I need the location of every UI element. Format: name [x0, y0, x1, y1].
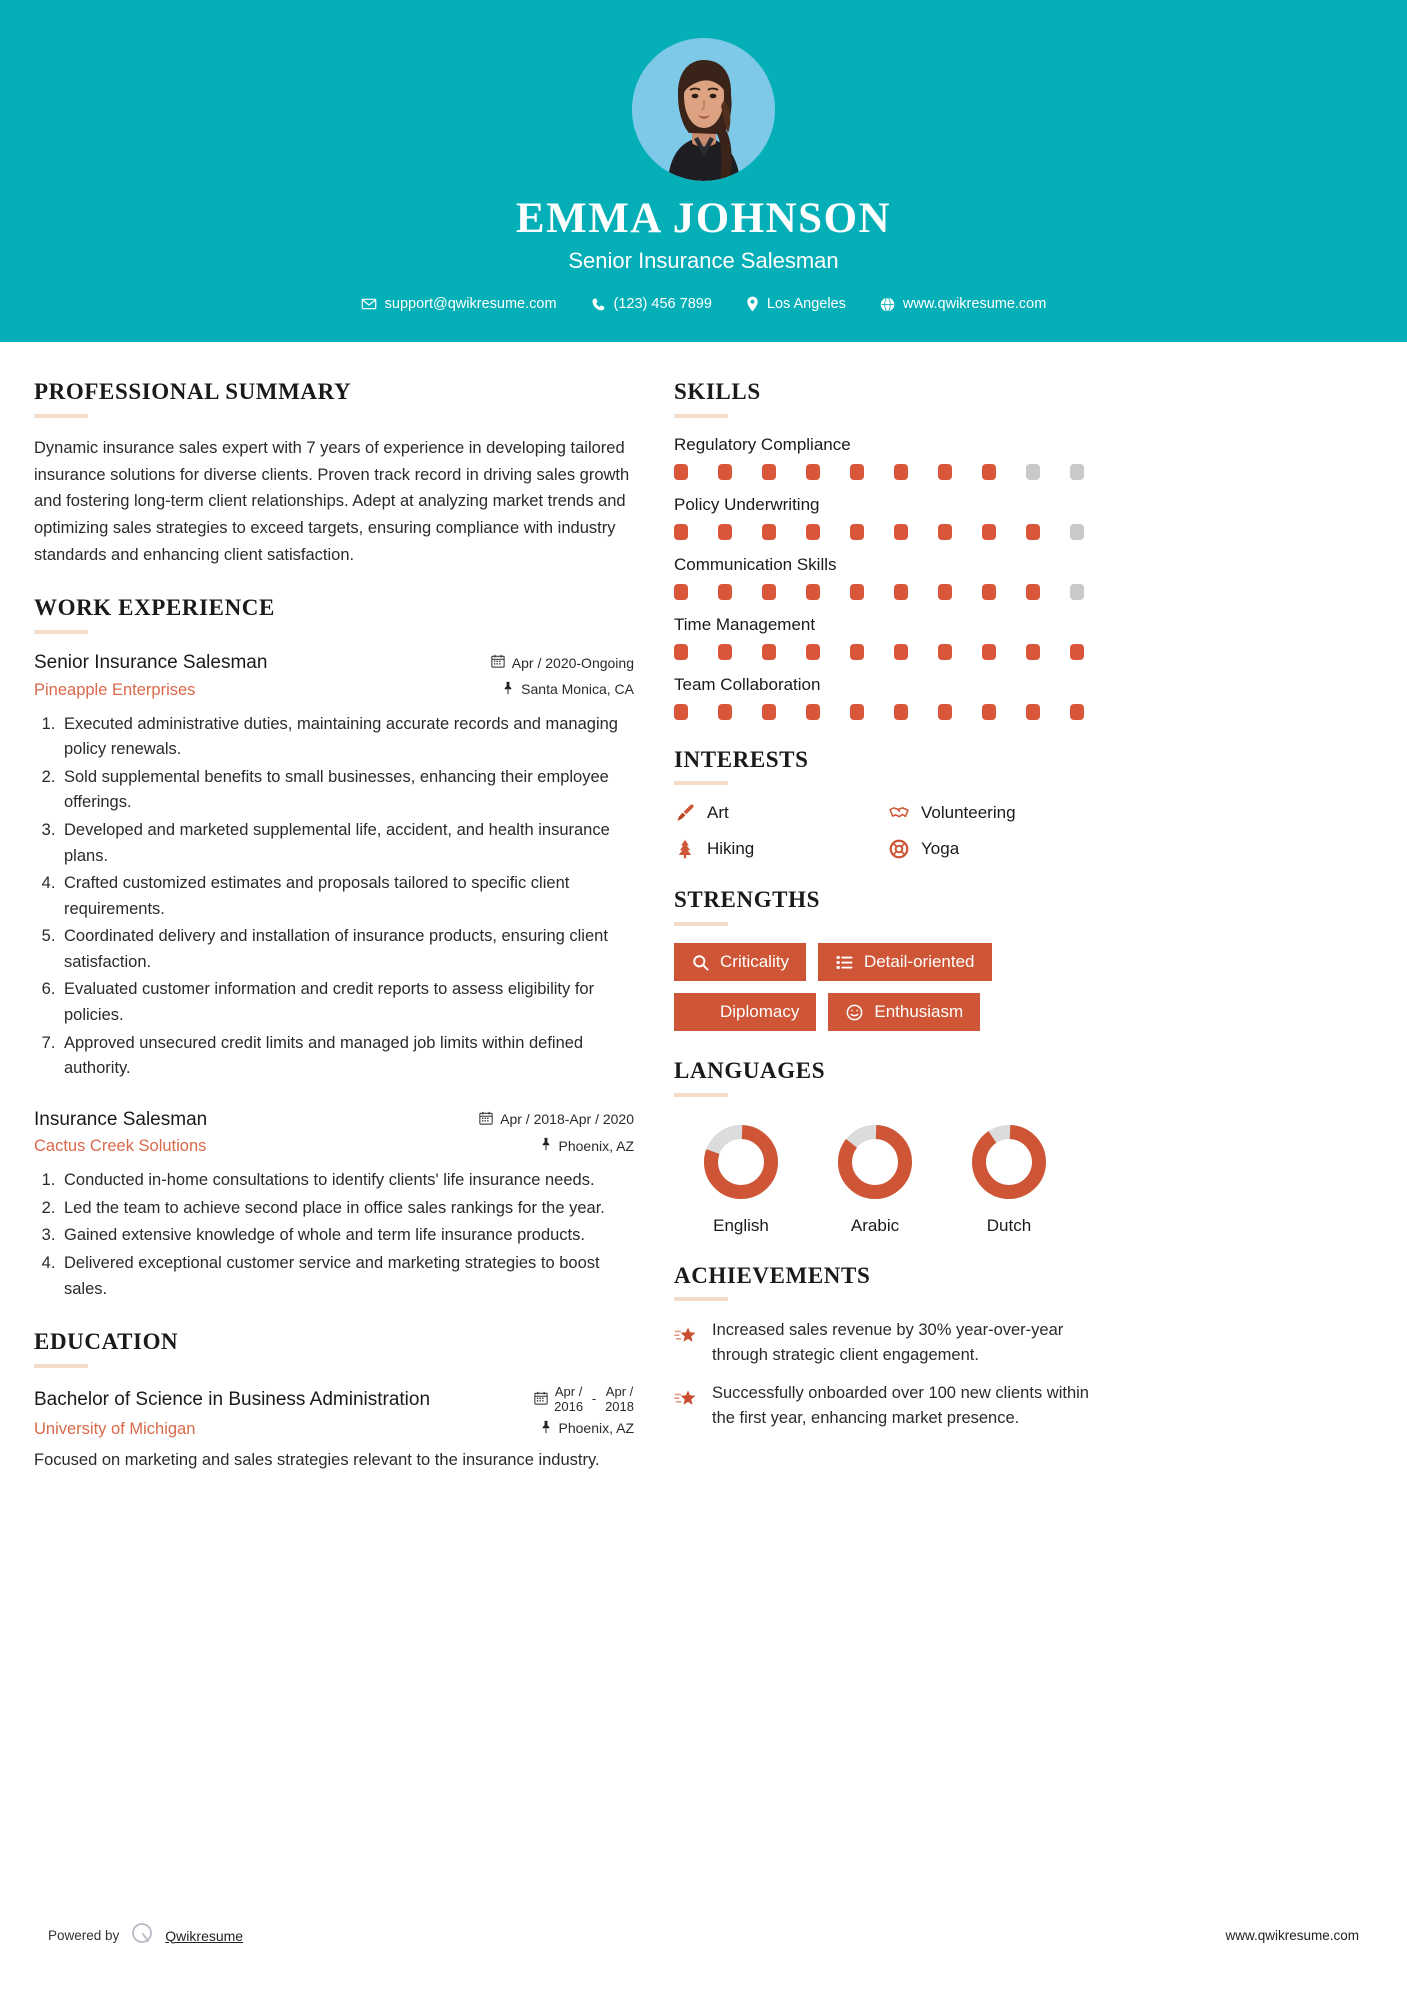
skill-item — [674, 555, 1094, 600]
right-column — [674, 378, 1094, 1456]
language-donut-chart — [967, 1120, 1051, 1204]
interests-heading: INTERESTS — [674, 746, 809, 772]
pin-icon — [540, 1420, 552, 1437]
language-name: Dutch — [986, 1215, 1032, 1235]
resume-header — [0, 0, 1407, 342]
page-title: EMMA JOHNSON — [515, 195, 892, 242]
skill-dot — [806, 704, 820, 720]
experience-entry-sub — [34, 681, 634, 700]
experience-entry-sub — [34, 1137, 634, 1156]
experience-role: Insurance Salesman — [34, 1108, 208, 1130]
skill-dot — [806, 584, 820, 600]
pin-icon — [540, 1137, 552, 1154]
strength-label: Diplomacy — [720, 1002, 800, 1022]
interest-item — [674, 838, 880, 860]
contact-phone[interactable] — [574, 296, 729, 312]
education-school: University of Michigan — [34, 1419, 196, 1438]
section-professional-summary — [34, 378, 634, 568]
education-description: Focused on marketing and sales strategies relevant to the insurance industry. — [34, 1450, 600, 1469]
skill-dot — [718, 704, 732, 720]
magnifier-icon — [691, 953, 710, 972]
skill-dot — [718, 524, 732, 540]
calendar-icon — [479, 1111, 493, 1128]
skill-dot — [806, 644, 820, 660]
smiley-icon — [845, 1003, 864, 1022]
interest-label: Hiking — [707, 839, 755, 859]
jobs-container — [34, 651, 634, 1302]
skill-dot — [1070, 524, 1084, 540]
skill-rating — [674, 704, 1094, 720]
shooting-star-icon — [674, 1321, 698, 1345]
handshake-icon — [691, 1003, 710, 1022]
skill-dot — [674, 524, 688, 540]
skill-dot — [982, 464, 996, 480]
section-rule — [34, 630, 88, 634]
skill-dot — [674, 644, 688, 660]
qwikresume-link[interactable]: Qwikresume — [165, 1927, 244, 1944]
tree-icon — [674, 838, 696, 860]
strength-chip — [674, 993, 816, 1031]
skill-dot — [850, 584, 864, 600]
education-end-date — [605, 1385, 634, 1415]
skill-dot — [982, 584, 996, 600]
skill-dot — [894, 464, 908, 480]
experience-bullet: 7. Approved unsecured credit limits and managed job limits within defined authority. — [60, 1031, 634, 1082]
section-strengths — [674, 886, 1094, 1031]
skill-dot — [718, 644, 732, 660]
powered-by-label: Powered by — [48, 1928, 120, 1943]
experience-heading: WORK EXPERIENCE — [34, 595, 275, 621]
skill-name: Communication Skills — [674, 554, 837, 574]
skill-dot — [894, 704, 908, 720]
skill-dot — [850, 644, 864, 660]
interest-label: Volunteering — [921, 803, 1016, 823]
experience-dates — [479, 1111, 634, 1128]
experience-entry — [34, 651, 634, 1082]
interest-label: Art — [707, 803, 729, 823]
skill-name: Regulatory Compliance — [674, 434, 851, 454]
strength-chip — [818, 943, 992, 981]
skill-dot — [762, 644, 776, 660]
footer-website: www.qwikresume.com — [1225, 1928, 1359, 1943]
education-end-year: 2018 — [605, 1398, 634, 1414]
section-rule — [34, 1364, 88, 1368]
section-rule — [674, 1093, 728, 1097]
strength-chip — [828, 993, 980, 1031]
calendar-icon — [534, 1391, 548, 1409]
achievements-container — [674, 1318, 1094, 1430]
skill-dot — [1070, 584, 1084, 600]
section-rule — [674, 922, 728, 926]
education-location-text: Phoenix, AZ — [558, 1420, 634, 1437]
skill-dot — [850, 704, 864, 720]
strength-label: Detail-oriented — [863, 952, 975, 972]
contact-website-text: www.qwikresume.com — [902, 296, 1047, 313]
phone-icon — [591, 297, 606, 312]
language-item — [674, 1120, 808, 1236]
skill-dot — [938, 644, 952, 660]
skill-dot — [894, 644, 908, 660]
skill-dot — [674, 584, 688, 600]
skill-dot — [762, 464, 776, 480]
strengths-container — [674, 943, 1094, 1031]
section-achievements — [674, 1262, 1094, 1431]
section-rule — [674, 414, 728, 418]
experience-location-text: Santa Monica, CA — [521, 681, 634, 698]
skill-dot — [1026, 524, 1040, 540]
contact-email-text: support@qwikresume.com — [384, 296, 557, 313]
education-date-separator: - — [591, 1391, 597, 1407]
skill-dot — [1026, 704, 1040, 720]
experience-entry-head — [34, 651, 634, 676]
handshake-icon — [888, 802, 910, 824]
interest-item — [888, 838, 1094, 860]
skill-dot — [762, 704, 776, 720]
lifebuoy-icon — [888, 838, 910, 860]
experience-dates-text: Apr / 2018-Apr / 2020 — [500, 1111, 634, 1128]
section-education — [34, 1328, 634, 1473]
education-start-year: 2016 — [554, 1398, 584, 1414]
skill-dot — [674, 464, 688, 480]
experience-location — [540, 1137, 635, 1154]
experience-bullet: 4. Crafted customized estimates and proposals tailored to specific client requirements. — [60, 871, 634, 922]
education-location — [540, 1420, 635, 1437]
experience-bullet: 5. Coordinated delivery and installation of insurance products, ensuring client satisfaction. — [60, 924, 634, 975]
header-job-title: Senior Insurance Salesman — [568, 248, 839, 274]
education-container — [34, 1385, 634, 1473]
strength-label: Criticality — [720, 952, 789, 972]
skill-dot — [1070, 704, 1084, 720]
skill-name: Time Management — [674, 614, 816, 634]
education-entry-head — [34, 1385, 634, 1415]
experience-bullet: 3. Developed and marketed supplemental life, accident, and health insurance plans. — [60, 818, 634, 869]
skill-dot — [718, 464, 732, 480]
skill-name: Team Collaboration — [674, 674, 821, 694]
skill-item — [674, 495, 1094, 540]
shooting-star-icon — [674, 1384, 698, 1408]
section-rule — [34, 414, 88, 418]
skill-rating — [674, 584, 1094, 600]
section-interests — [674, 746, 1094, 861]
skill-name: Policy Underwriting — [674, 494, 820, 514]
skill-dot — [806, 464, 820, 480]
paintbrush-icon — [674, 802, 696, 824]
skill-item — [674, 435, 1094, 480]
skill-dot — [1026, 464, 1040, 480]
contact-row — [0, 296, 1407, 312]
languages-heading: LANGUAGES — [674, 1058, 826, 1084]
skill-dot — [938, 704, 952, 720]
experience-entry — [34, 1108, 634, 1303]
resume-body — [0, 342, 1407, 1499]
section-skills — [674, 378, 1094, 720]
contact-phone-text: (123) 456 7899 — [613, 296, 712, 313]
footer-branding — [48, 1921, 243, 1950]
contact-email[interactable] — [344, 296, 574, 312]
languages-container — [674, 1114, 1094, 1236]
skill-dot — [982, 704, 996, 720]
language-donut-chart — [699, 1120, 783, 1204]
education-start-month: Apr / — [554, 1383, 583, 1399]
experience-location-text: Phoenix, AZ — [558, 1137, 634, 1154]
language-name: Arabic — [850, 1215, 900, 1235]
education-end-month: Apr / — [605, 1383, 634, 1399]
qwikresume-logo-icon — [129, 1921, 155, 1950]
strengths-heading: STRENGTHS — [674, 887, 821, 913]
skill-dot — [894, 584, 908, 600]
skill-dot — [938, 524, 952, 540]
language-item — [808, 1120, 942, 1236]
experience-bullet: 1. Conducted in-home consultations to identify clients' life insurance needs. — [60, 1168, 634, 1194]
skill-dot — [938, 584, 952, 600]
interest-item — [674, 802, 880, 824]
contact-location[interactable] — [729, 296, 863, 312]
interest-label: Yoga — [921, 839, 960, 859]
skill-dot — [894, 524, 908, 540]
skill-dot — [762, 584, 776, 600]
skill-rating — [674, 464, 1094, 480]
achievement-text: Increased sales revenue by 30% year-over-year through strategic client engagement. — [712, 1321, 1064, 1365]
skill-dot — [850, 524, 864, 540]
pin-icon — [502, 681, 514, 698]
calendar-icon — [491, 654, 505, 671]
section-rule — [674, 1297, 728, 1301]
contact-website[interactable] — [863, 296, 1063, 312]
achievement-text: Successfully onboarded over 100 new clients within the first year, enhancing market presence. — [712, 1383, 1089, 1427]
skills-container — [674, 435, 1094, 720]
education-heading: EDUCATION — [34, 1329, 179, 1355]
skill-dot — [982, 524, 996, 540]
left-column — [34, 378, 634, 1499]
experience-bullets — [60, 712, 634, 1082]
interest-item — [888, 802, 1094, 824]
experience-entry-head — [34, 1108, 634, 1133]
skill-dot — [674, 704, 688, 720]
map-pin-icon — [746, 296, 759, 312]
skill-item — [674, 675, 1094, 720]
education-start-date — [554, 1385, 583, 1415]
language-donut-chart — [833, 1120, 917, 1204]
education-entry — [34, 1385, 634, 1473]
experience-bullet: 1. Executed administrative duties, maintaining accurate records and managing policy renewals. — [60, 712, 634, 763]
skill-dot — [1026, 644, 1040, 660]
experience-bullet: 2. Led the team to achieve second place in office sales rankings for the year. — [60, 1196, 634, 1222]
skill-dot — [1070, 644, 1084, 660]
achievement-item — [674, 1318, 1094, 1368]
language-name: English — [713, 1215, 769, 1235]
education-dates — [534, 1385, 634, 1415]
experience-role: Senior Insurance Salesman — [34, 652, 268, 674]
skill-dot — [1070, 464, 1084, 480]
strength-chip — [674, 943, 806, 981]
section-rule — [674, 781, 728, 785]
language-item — [942, 1120, 1076, 1236]
section-languages — [674, 1057, 1094, 1236]
skill-rating — [674, 644, 1094, 660]
skill-dot — [982, 644, 996, 660]
experience-bullets — [60, 1168, 634, 1302]
summary-heading: PROFESSIONAL SUMMARY — [34, 379, 352, 405]
experience-dates — [491, 654, 634, 671]
skill-dot — [850, 464, 864, 480]
experience-company: Pineapple Enterprises — [34, 680, 196, 699]
page-footer — [0, 1921, 1407, 1990]
experience-bullet: 4. Delivered exceptional customer service and marketing strategies to boost sales. — [60, 1251, 634, 1302]
envelope-icon — [361, 296, 377, 312]
experience-bullet: 6. Evaluated customer information and credit reports to assess eligibility for policies. — [60, 977, 634, 1028]
section-work-experience — [34, 594, 634, 1302]
experience-dates-text: Apr / 2020-Ongoing — [511, 654, 634, 671]
experience-location — [502, 681, 634, 698]
summary-text: Dynamic insurance sales expert with 7 years of experience in developing tailored insurance solutions for diverse clients. Proven track record in driving sales growth and fostering long-term client relationships. Adept at analyzing market trends and optimizing sales strategies to exceed targets, ensuring compliance with industry standards and enhancing client satisfaction. — [34, 438, 630, 564]
skill-dot — [938, 464, 952, 480]
contact-location-text: Los Angeles — [766, 296, 846, 313]
education-degree: Bachelor of Science in Business Administration — [34, 1388, 431, 1410]
experience-company: Cactus Creek Solutions — [34, 1137, 207, 1156]
skill-dot — [806, 524, 820, 540]
strength-label: Enthusiasm — [874, 1002, 964, 1022]
globe-icon — [880, 297, 895, 312]
avatar — [632, 38, 775, 181]
list-icon — [835, 953, 854, 972]
experience-bullet: 3. Gained extensive knowledge of whole and term life insurance products. — [60, 1223, 634, 1249]
skills-heading: SKILLS — [674, 379, 761, 405]
achievements-heading: ACHIEVEMENTS — [674, 1262, 871, 1288]
skill-rating — [674, 524, 1094, 540]
interests-container — [674, 802, 1094, 860]
experience-bullet: 2. Sold supplemental benefits to small businesses, enhancing their employee offerings. — [60, 765, 634, 816]
avatar-photo — [632, 38, 775, 181]
skill-item — [674, 615, 1094, 660]
skill-dot — [1026, 584, 1040, 600]
achievement-item — [674, 1381, 1094, 1431]
skill-dot — [718, 584, 732, 600]
skill-dot — [762, 524, 776, 540]
education-entry-sub — [34, 1420, 634, 1439]
